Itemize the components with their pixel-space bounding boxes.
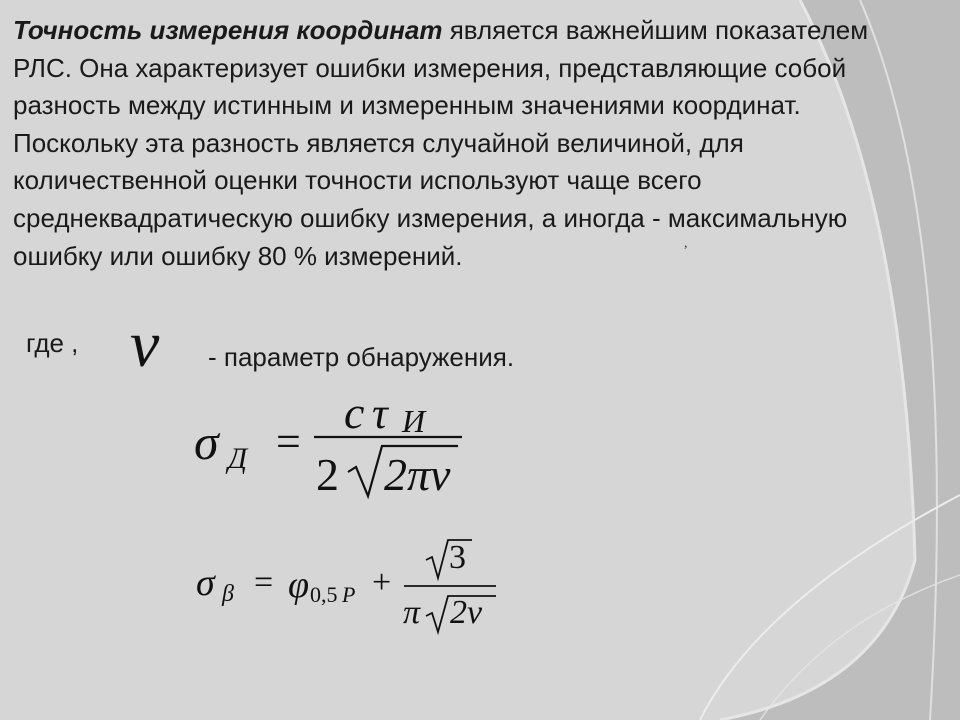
f2-phi-sub-number: 0,5 <box>310 582 338 607</box>
f2-phi-sub-p: P <box>342 582 356 607</box>
f2-plus: + <box>372 564 392 601</box>
f1-num-sub-i: И <box>402 403 426 439</box>
f2-den-pi: π <box>403 594 421 631</box>
where-label: где , <box>26 328 79 358</box>
f2-den-radicand: 2ν <box>450 594 483 631</box>
nu-symbol: ν <box>130 308 160 381</box>
f2-phi: φ <box>288 564 310 606</box>
stray-mark: , <box>684 236 688 251</box>
parameter-description: - параметр обнаружения. <box>208 342 515 372</box>
f2-sub-beta: β <box>222 581 234 607</box>
f2-num-radicand: 3 <box>449 539 466 576</box>
paragraph-body: является важнейшим показателем РЛС. Она характеризует ошибки измерения, представляющие собой разность между истинным и измеренным значениями координат. Поскольку эта разность является случайной величиной, для количественной оценки точности используют чаще всего среднеквадратическую ошибку измерения, а иногда - максимальную ошибку или ошибку 80 % измерений. <box>13 15 869 271</box>
paragraph-lead: Точность измерения координат <box>13 15 443 45</box>
f1-sub-d: Д <box>228 442 248 475</box>
f1-num-c: c <box>344 387 365 438</box>
intro-paragraph <box>13 12 913 275</box>
f1-equals: = <box>276 417 301 466</box>
f1-den-two: 2 <box>316 449 339 500</box>
f1-den-radicand: 2πν <box>384 449 451 500</box>
f2-sigma: σ <box>196 562 215 604</box>
f1-sigma: σ <box>194 414 219 470</box>
f2-equals: = <box>254 564 274 601</box>
f1-num-tau: τ <box>372 389 388 438</box>
